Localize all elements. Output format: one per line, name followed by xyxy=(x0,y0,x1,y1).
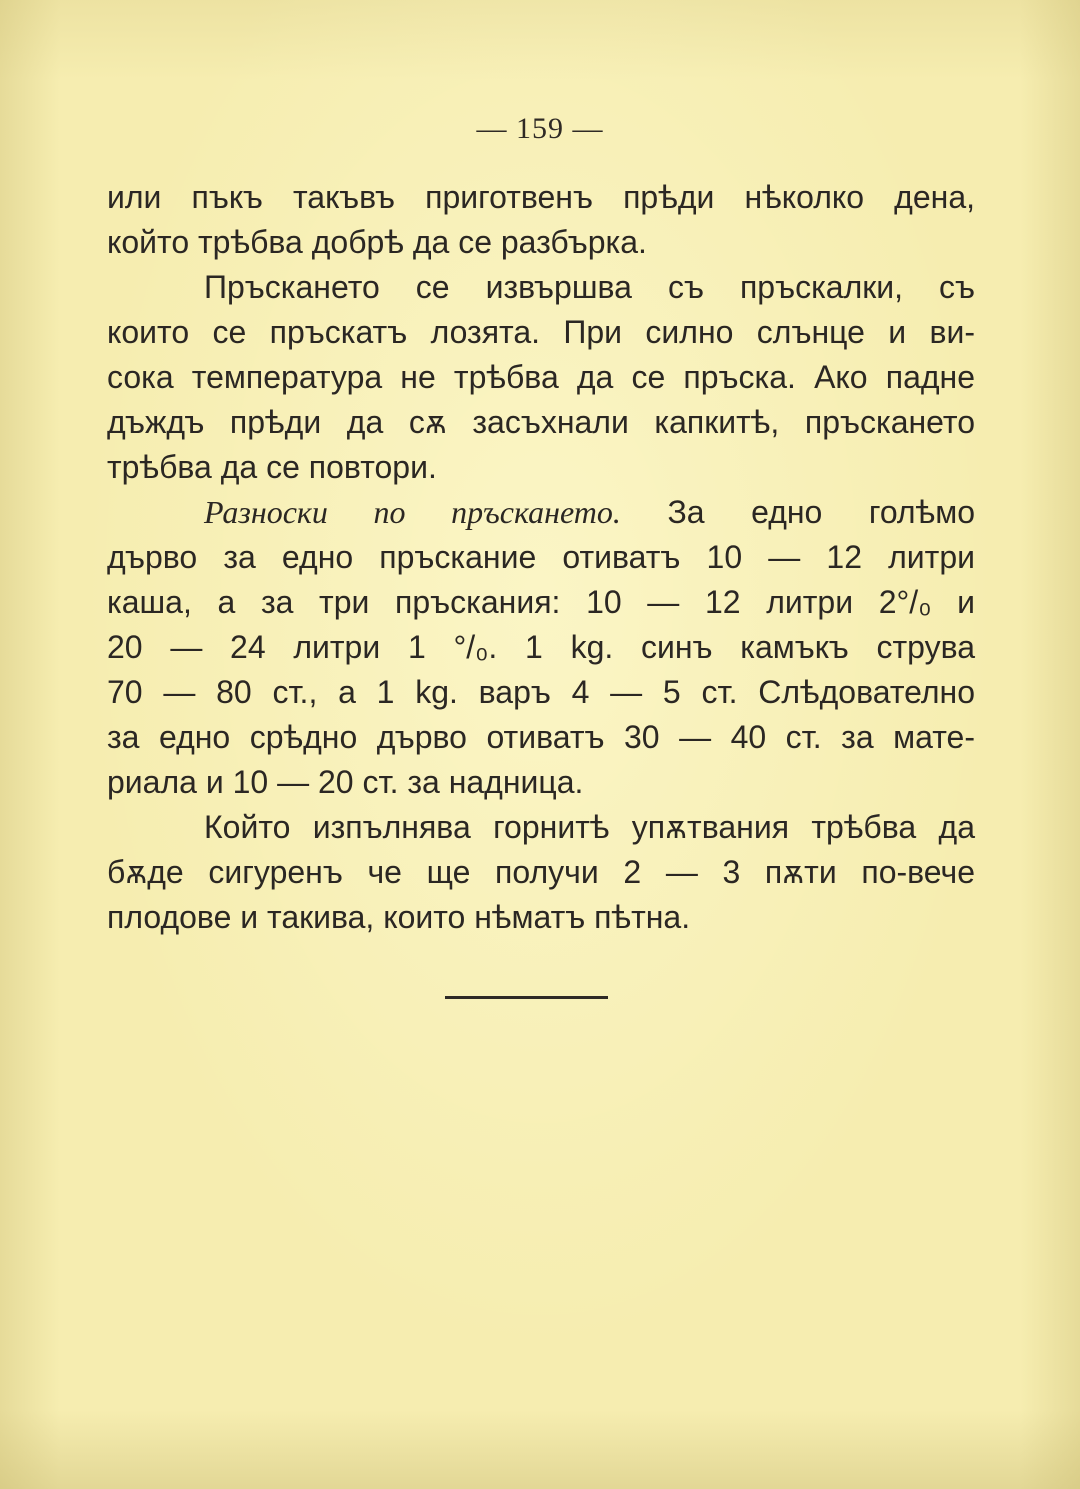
text-line: Пръскането се извършва съ пръскалки, съ xyxy=(204,269,975,305)
text-line: риала и 10 — 20 ст. за надница. xyxy=(107,764,584,800)
text-line: който трѣбва добрѣ да се разбърка. xyxy=(107,224,647,260)
text-line: бѫде сигуренъ че ще получи 2 — 3 пѫти по-вече xyxy=(107,854,975,890)
text-line: Разноски по пръскането. За едно голѣмо xyxy=(204,494,976,530)
text-line: дъждъ прѣди да сѫ засъхнали капкитѣ, пръскането xyxy=(107,404,975,440)
text-line: сока температура не трѣбва да се пръска. Ако падне xyxy=(107,359,975,395)
text-line: или пъкъ такъвъ приготвенъ прѣди нѣколко дена, xyxy=(107,179,975,215)
page-number: — 159 — xyxy=(476,112,604,145)
text-line: плодове и такива, които нѣматъ пѣтна. xyxy=(107,899,691,935)
text-line: каша, а за три пръскания: 10 — 12 литри 2°/₀ и xyxy=(107,584,975,620)
text-line: които се пръскатъ лозята. При силно слънце и ви- xyxy=(107,314,975,350)
text-line: за едно срѣдно дърво отиватъ 30 — 40 ст. за мате- xyxy=(107,719,975,755)
text-line: 20 — 24 литри 1 °/₀. 1 kg. синъ камъкъ струва xyxy=(107,629,975,665)
body-text xyxy=(107,175,975,940)
text-line: дърво за едно пръскание отиватъ 10 — 12 литри xyxy=(107,539,975,575)
italic-heading: Разноски по пръскането. xyxy=(204,494,621,530)
section-divider xyxy=(445,996,608,999)
text-line: трѣбва да се повтори. xyxy=(107,449,437,485)
text-line: Който изпълнява горнитѣ упѫтвания трѣбва да xyxy=(204,809,975,845)
text-line: 70 — 80 ст., а 1 kg. варъ 4 — 5 ст. Слѣдователно xyxy=(107,674,975,710)
